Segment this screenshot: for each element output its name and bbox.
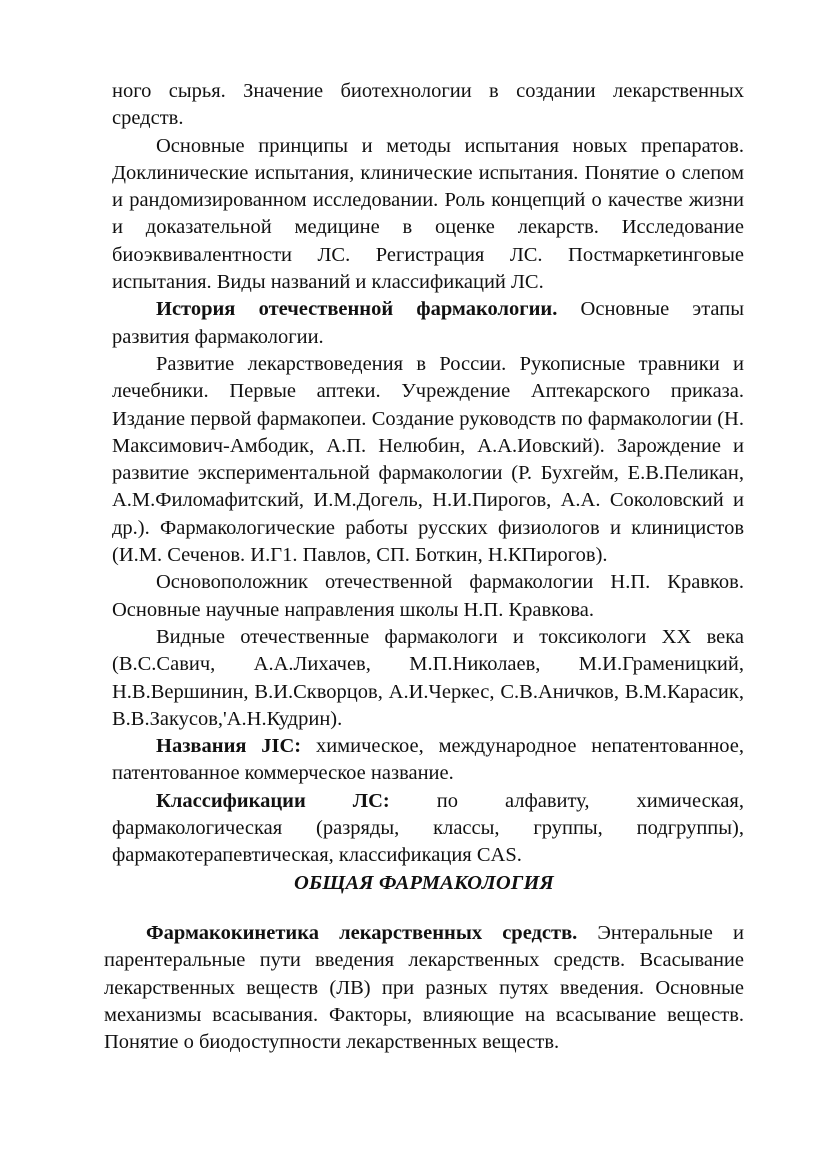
paragraph-text: по алфавиту, химическая, фармакологическая (разряды, классы, группы, подгруппы), фармакотерапевтическая, классификация CAS. [112, 789, 744, 867]
paragraph-biotech [112, 78, 744, 133]
paragraph-pharmacologists [112, 624, 744, 733]
paragraph-kravkov [112, 569, 744, 624]
paragraph-heading: Названия JIC: [156, 735, 302, 758]
paragraph-text: Видные отечественные фармакологи и токсикологи XX века (В.С.Савич, А.А.Лихачев, М.П.Николаев, М.И.Граменицкий, Н.В.Вершинин, В.И.Скворцов, А.И.Черкес, С.В.Аничков, В.М.Карасик, В.В.Закусов,'А.Н.Кудрин). [112, 625, 744, 730]
paragraph-russia [112, 351, 744, 569]
paragraph-pharmacokinetics [104, 920, 744, 1056]
paragraph-text: Энтеральные и парентеральные пути введения лекарственных средств. Всасывание лекарственных веществ (ЛВ) при разных путях введения. Основные механизмы всасывания. Факторы, влияющие на всасывание веществ. Понятие о биодоступности лекарственных веществ. [104, 922, 744, 1054]
paragraph-history [112, 296, 744, 351]
paragraph-names [112, 733, 744, 788]
paragraph-trials [112, 133, 744, 297]
paragraph-classifications [112, 788, 744, 870]
paragraph-text: Развитие лекарствоведения в России. Рукописные травники и лечебники. Первые аптеки. Учреждение Аптекарского приказа. Издание первой фармакопеи. Создание руководств по фармакологии (Н. Максимович-Амбодик, А.П. Нелюбин, А.А.Иовский). Зарождение и развитие экспериментальной фармакологии (Р. Бухгейм, Е.В.Пеликан, А.М.Филомафитский, И.М.Догель, Н.И.Пирогов, А.А. Соколовский и др.). Фармакологические работы русских физиологов и клиницистов (И.М. Сеченов. И.Г1. Павлов, СП. Боткин, Н.КПирогов). [112, 352, 744, 567]
document-lower-body [104, 920, 744, 1056]
document-body [112, 78, 744, 897]
paragraph-text: ного сырья. Значение биотехнологии в создании лекарственных средств. [112, 80, 744, 130]
paragraph-text: Основные этапы развития фармакологии. [112, 298, 744, 348]
paragraph-heading: История отечественной фармакологии. [156, 298, 558, 321]
section-title: ОБЩАЯ ФАРМАКОЛОГИЯ [294, 871, 554, 894]
paragraph-heading: Классификации ЛС: [156, 789, 390, 812]
paragraph-text: химическое, международное непатентованное, патентованное коммерческое название. [112, 735, 745, 785]
paragraph-heading: Фармакокинетика лекарственных средств. [146, 922, 578, 944]
paragraph-text: Основные принципы и методы испытания новых препаратов. Доклинические испытания, клинические испытания. Понятие о слепом и рандомизированном исследовании. Роль концепций о качестве жизни и доказательной медицине в оценке лекарств. Исследование биоэквивалентности ЛС. Регистрация ЛС. Постмаркетинговые испытания. Виды названий и классификаций ЛС. [112, 134, 744, 294]
paragraph-text: Основоположник отечественной фармакологии Н.П. Кравков. Основные научные направления школы Н.П. Кравкова. [112, 571, 744, 621]
